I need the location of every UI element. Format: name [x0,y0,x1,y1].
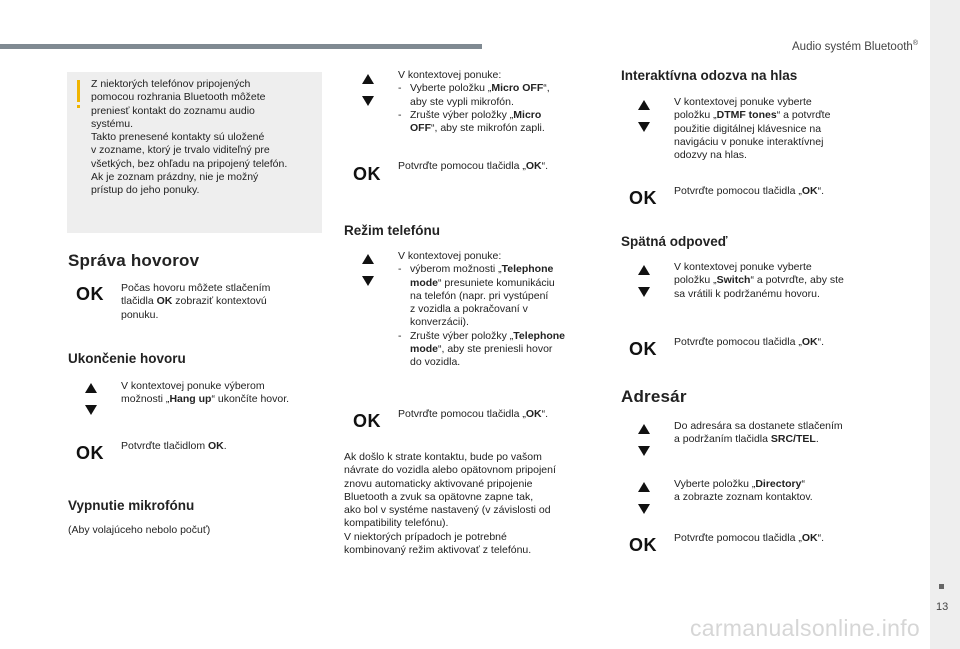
info-icon-dot [77,105,80,108]
section-title-vypnutie: Vypnutie mikrofónu [68,498,195,513]
ok-button-icon: OK [629,188,657,208]
ok-button-icon: OK [353,411,381,431]
up-down-arrows-icon [83,383,99,419]
up-down-arrows-icon [636,482,652,518]
ok-button-icon: OK [353,164,381,184]
interakt-text: V kontextovej ponuke vyberte položku „DTMF tones“ a potvrďte použitie digitálnej klávesnice na navigáciu v ponuke interaktívnej odozvy na hlas. [674,96,831,162]
up-down-arrows-icon [360,74,376,110]
section-title-rezim: Režim telefónu [344,223,441,238]
header-rule [0,44,482,49]
up-down-arrows-icon [636,100,652,136]
up-down-arrows-icon [636,265,652,301]
ok-button-icon: OK [629,535,657,555]
sprava-text: Počas hovoru môžete stlačením tlačidla OK zobraziť kontextovú ponuku. [121,282,271,321]
spatna-confirm: Potvrďte pomocou tlačidla „OK“. [674,336,825,348]
ukoncenie-text: V kontextovej ponuke výberom možnosti „Hang up“ ukončíte hovor. [121,380,290,406]
info-icon [77,80,80,102]
page-number: 13 [936,601,949,613]
section-title-ukoncenie: Ukončenie hovoru [68,351,186,366]
adresar-text: Do adresára sa dostanete stlačením a podržaním tlačidla SRC/TEL. [674,420,843,446]
interakt-confirm: Potvrďte pomocou tlačidla „OK“. [674,185,825,197]
rezim-confirm: Potvrďte pomocou tlačidla „OK“. [398,408,549,420]
watermark: carmanualsonline.info [689,615,920,641]
section-title-adresar: Adresár [621,387,687,406]
page-marker [939,584,944,589]
info-text: Z niektorých telefónov pripojených pomocou rozhrania Bluetooth môžete preniesť kontakt do zoznamu audio systému. Takto prenesené kontakty sú uložené v zozname, ktorý je trvalo viditeľný pre všetkých, bez ohľadu na pripojený telefón. Ak je zoznam prázdny, nie je možný prístup do jeho ponuky. [91,78,288,197]
header-title: Audio systém Bluetooth® [792,40,918,53]
ok-button-icon: OK [76,443,104,463]
directory-text: Vyberte položku „Directory“ a zobrazte zoznam kontaktov. [674,478,813,504]
right-margin-band [930,0,960,649]
reconnect-paragraph: Ak došlo k strate kontaktu, bude po vašom návrate do vozidla alebo opätovnom pripojení znovu automaticky aktivované pripojenie Bluetooth a zvuk sa opätovne zapne tak, ako bol v systéme nastavený (v závislosti od kompatibility telefónu). V niektorých prípadoch je potrebné kombinovaný režim aktivovať z telefónu. [344,451,556,557]
spatna-text: V kontextovej ponuke vyberte položku „Switch“ a potvrďte, aby ste sa vrátili k podržanému hovoru. [674,261,844,300]
ukoncenie-confirm: Potvrďte tlačidlom OK. [121,440,227,452]
info-box [67,72,322,233]
micro-confirm: Potvrďte pomocou tlačidla „OK“. [398,160,549,172]
micro-text: V kontextovej ponuke: - Vyberte položku „Micro OFF“, aby ste vypli mikrofón. - Zrušte výber položky „Micro OFF“, aby ste mikrofón zapli. [398,69,550,135]
section-title-sprava: Správa hovorov [68,251,200,270]
ok-button-icon: OK [629,339,657,359]
up-down-arrows-icon [636,424,652,460]
up-down-arrows-icon [360,254,376,290]
section-title-spatna: Spätná odpoveď [621,234,728,249]
rezim-text: V kontextovej ponuke: - výberom možnosti „Telephone mode“ presuniete komunikáciu na telefón (napr. pri vystúpení z vozidla a pokračovaní v konverzácii). - Zrušte výber položky „Telephone mode“, aby ste preniesli hovor do vozidla. [398,250,566,369]
ok-button-icon: OK [76,284,104,304]
adresar-confirm: Potvrďte pomocou tlačidla „OK“. [674,532,825,544]
section-title-interaktivna: Interaktívna odozva na hlas [621,68,798,83]
vypnutie-note: (Aby volajúceho nebolo počuť) [68,524,211,536]
